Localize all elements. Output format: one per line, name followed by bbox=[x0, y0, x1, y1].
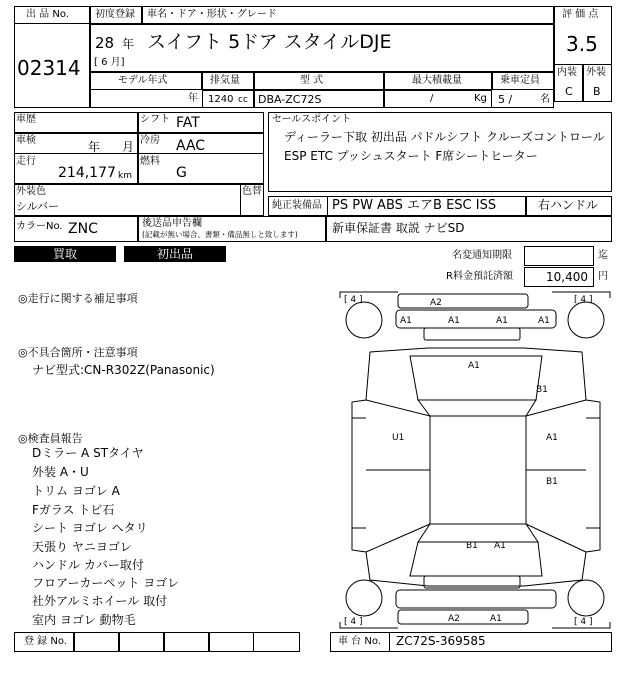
ac-label: 冷房 bbox=[140, 135, 160, 146]
reg-no-cell bbox=[209, 632, 254, 652]
ac-value: AAC bbox=[176, 138, 206, 154]
exterior-label: 外装 bbox=[586, 67, 606, 78]
interior-label: 内装 bbox=[557, 67, 577, 78]
navi-model: ナビ型式:CN-R302Z(Panasonic) bbox=[32, 363, 215, 377]
displacement-unit: cc bbox=[238, 95, 248, 105]
damage-mark: A1 bbox=[546, 433, 558, 443]
damage-mark: U1 bbox=[392, 433, 405, 443]
model-year-label: モデル年式 bbox=[118, 75, 168, 86]
tire-count-front-right: [ 4 ] bbox=[574, 295, 593, 305]
fuel-label: 燃料 bbox=[140, 156, 160, 167]
name-notice-box bbox=[524, 246, 594, 266]
inspection-year-unit: 年 bbox=[88, 140, 101, 154]
delivery-label: 後送品申告欄 bbox=[142, 218, 202, 229]
lot-number-label: 出 品 No. bbox=[26, 9, 69, 20]
recycle-amount: 10,400 bbox=[546, 270, 588, 284]
type-value: DBA-ZC72S bbox=[258, 93, 322, 106]
score-label: 評 価 点 bbox=[562, 9, 599, 20]
inspector-line: Dミラー A STタイヤ bbox=[32, 446, 144, 460]
sales-point-line2: ESP ETC プッシュスタート F席シートヒーター bbox=[284, 149, 538, 163]
damage-mark: A1 bbox=[400, 316, 412, 326]
chassis-number: ZC72S-369585 bbox=[396, 634, 486, 648]
capacity-unit: 名 bbox=[540, 94, 550, 105]
damage-mark: A1 bbox=[468, 361, 480, 371]
damage-mark: B1 bbox=[536, 385, 548, 395]
repaint-label: 色替 bbox=[242, 186, 262, 197]
damage-mark: A1 bbox=[448, 316, 460, 326]
damage-mark: A1 bbox=[494, 541, 506, 551]
steering-value: 右ハンドル bbox=[538, 198, 599, 212]
recycle-label: R料金預託済額 bbox=[446, 271, 513, 282]
history-label: 車歴 bbox=[16, 114, 36, 125]
inspector-line: トリム ヨゴレ A bbox=[32, 484, 120, 498]
inspector-line: 外装 A・U bbox=[32, 465, 89, 479]
reg-no-cell bbox=[164, 632, 209, 652]
damage-mark: B1 bbox=[546, 477, 558, 487]
lot-number: 02314 bbox=[17, 56, 81, 80]
capacity-label: 乗車定員 bbox=[500, 75, 540, 86]
color-label: 外装色 bbox=[16, 186, 46, 197]
capacity-value: 5 / bbox=[498, 93, 513, 106]
first-listing-button[interactable]: 初出品 bbox=[124, 246, 226, 262]
model-year-unit: 年 bbox=[188, 93, 198, 104]
first-reg-label: 初度登録 bbox=[95, 9, 135, 20]
tire-count-front-left: [ 4 ] bbox=[344, 295, 363, 305]
sales-point-line1: ディーラー下取 初出品 パドルシフト クルーズコントロール bbox=[284, 130, 605, 144]
score-value: 3.5 bbox=[566, 32, 598, 56]
car-name-label: 車名・ドア・形状・グレード bbox=[147, 9, 277, 20]
max-load-sep: / bbox=[430, 93, 434, 104]
damage-mark: A2 bbox=[430, 298, 442, 308]
reg-no-cell bbox=[119, 632, 164, 652]
inspector-line: 天張り ヤニヨゴレ bbox=[32, 540, 132, 554]
inspector-line: 社外アルミホイール 取付 bbox=[32, 594, 168, 608]
tire-count-rear-left: [ 4 ] bbox=[344, 617, 363, 627]
first-reg-month: [ 6 月] bbox=[94, 57, 125, 68]
first-reg-year-unit: 年 bbox=[122, 37, 135, 51]
mileage-unit: km bbox=[118, 171, 132, 181]
first-reg-year: 28 bbox=[95, 34, 115, 52]
color-value: シルバー bbox=[16, 200, 59, 213]
buy-button[interactable]: 買取 bbox=[14, 246, 116, 262]
shift-value: FAT bbox=[176, 115, 200, 131]
inspector-line: Fガラス トビ石 bbox=[32, 503, 115, 517]
inspector-title: ◎検査員報告 bbox=[18, 432, 83, 445]
tire-count-rear-right: [ 4 ] bbox=[574, 617, 593, 627]
equipment-items: PS PW ABS エアB ESC ISS bbox=[332, 198, 497, 213]
inspector-line: シート ヨゴレ ヘタリ bbox=[32, 521, 148, 535]
damage-mark: A1 bbox=[538, 316, 550, 326]
type-label: 型 式 bbox=[300, 75, 324, 86]
car-name: スイフト 5ドア スタイルDJE bbox=[147, 31, 392, 53]
displacement: 1240 bbox=[208, 94, 234, 105]
damage-mark: A1 bbox=[496, 316, 508, 326]
delivery-note: (記載が無い場合、書類・備品無しと致します) bbox=[142, 230, 298, 239]
inspection-label: 車検 bbox=[16, 135, 36, 146]
max-load-unit: Kg bbox=[474, 93, 487, 104]
color-no-label: カラーNo. bbox=[16, 221, 63, 232]
defects-title: ◎不具合箇所・注意事項 bbox=[18, 346, 138, 359]
name-notice-unit: 迄 bbox=[598, 250, 608, 261]
equipment-label: 純正装備品 bbox=[272, 200, 322, 211]
sales-point-label: セールスポイント bbox=[272, 114, 352, 125]
reg-no-cell bbox=[74, 632, 119, 652]
inspector-line: 室内 ヨゴレ 動物毛 bbox=[32, 613, 136, 627]
max-load-label: 最大積載量 bbox=[412, 75, 462, 86]
mileage-value: 214,177 bbox=[58, 165, 116, 181]
reg-no-label: 登 録 No. bbox=[24, 636, 67, 647]
damage-mark: A1 bbox=[490, 614, 502, 624]
shift-label: シフト bbox=[140, 114, 170, 125]
interior-grade: C bbox=[565, 85, 573, 98]
inspector-line: フロアーカーペット ヨゴレ bbox=[32, 576, 180, 590]
recycle-unit: 円 bbox=[598, 271, 608, 282]
inspector-line: ハンドル カバー取付 bbox=[32, 558, 144, 572]
damage-mark: B1 bbox=[466, 541, 478, 551]
car-damage-diagram bbox=[338, 290, 612, 630]
color-no-value: ZNC bbox=[68, 221, 98, 237]
damage-mark: A2 bbox=[448, 614, 460, 624]
fuel-value: G bbox=[176, 165, 187, 181]
exterior-grade: B bbox=[593, 85, 601, 98]
driving-remarks-title: ◎走行に関する補足事項 bbox=[18, 292, 138, 305]
name-notice-label: 名変通知期限 bbox=[452, 250, 512, 261]
chassis-label: 車 台 No. bbox=[338, 636, 381, 647]
displacement-label: 排気量 bbox=[210, 75, 240, 86]
docs-value: 新車保証書 取説 ナビSD bbox=[332, 221, 465, 235]
inspection-month-unit: 月 bbox=[122, 140, 135, 154]
mileage-label: 走行 bbox=[16, 156, 36, 167]
